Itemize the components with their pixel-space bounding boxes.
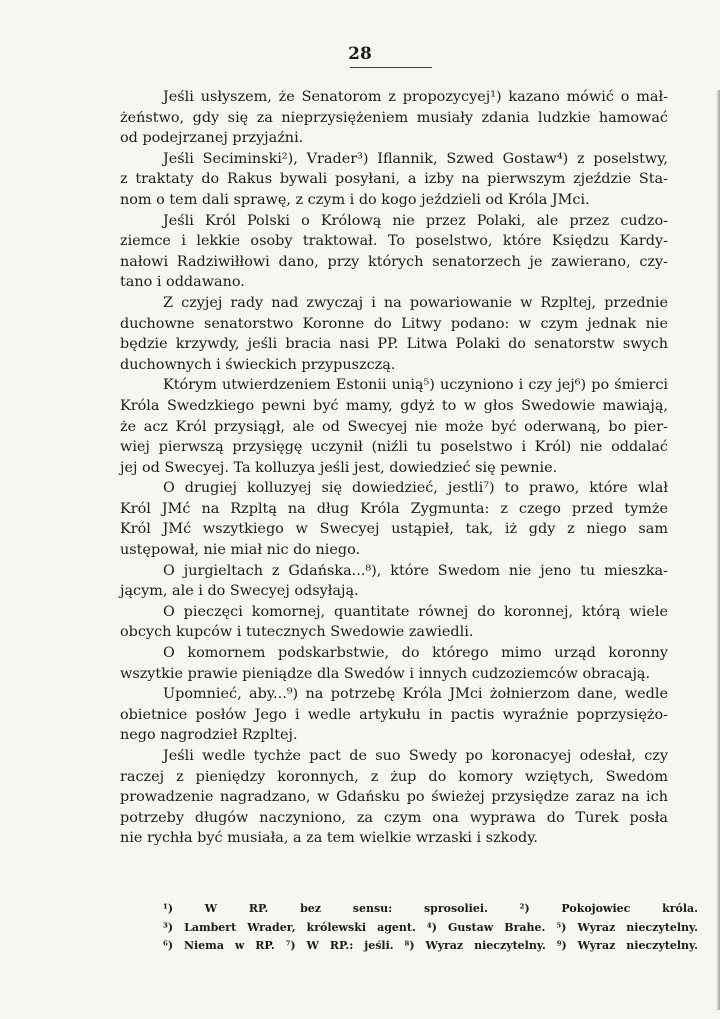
text-line: O jurgieltach z Gdańska...⁸), które Swedom nie jeno tu mieszka- (163, 562, 668, 579)
text-line: że acz Król przysiągł, ale od Swecyej nie może być oderwaną, bo pier- (120, 418, 668, 435)
text-line: od podejrzanej przyjaźni. (120, 130, 304, 147)
text-line: żeństwo, gdy się za nieprzysiężeniem musiały zdania ludzkie hamować (120, 109, 668, 126)
text-line: O pieczęci komornej, quantitate równej do koronnej, którą wiele (163, 603, 668, 620)
text-line: Króla Swedzkiego pewni być mamy, gdyż to w głos Swedowie mawiają, (120, 397, 668, 414)
text-line: Którym utwierdzeniem Estonii unią⁵) uczyniono i czy jej⁶) po śmierci (163, 377, 668, 394)
text-line: raczej z pieniędzy koronnych, z żup do komory wziętych, Swedom (120, 768, 668, 785)
footnotes (163, 900, 698, 956)
text-line: wszytkie prawie pieniądze dla Swedów i innych cudzoziemców obracają. (120, 665, 651, 682)
text-line: nom o tem dali sprawę, z czym i do kogo jeździeli od Króla JMci. (120, 191, 590, 208)
text-line: wiej pierwszą przysięgę uczynił (niźli tu poselstwo i Król) nie oddalać (120, 439, 668, 456)
text-line: Upomnieć, aby...⁹) na potrzebę Króla JMci żołnierzom dane, wedle (163, 686, 668, 703)
page-number-rule (350, 67, 432, 68)
text-line: duchownych i świeckich przypuszczą. (120, 356, 396, 373)
text-line: duchowne senatorstwo Koronne do Litwy podano: w czym jednak nie (120, 315, 668, 332)
text-line: O komornem podskarbstwie, do którego mimo urząd koronny (163, 645, 668, 662)
text-line: Król JMć wszytkiego w Swecyej ustąpieł, tak, iż gdy z niego sam (120, 521, 668, 538)
text-line: z traktaty do Rakus bywali posyłani, a izby na pierwszym zjeździe Sta- (120, 171, 668, 188)
scan-edge (716, 90, 720, 1010)
text-line: Jeśli Król Polski o Królową nie przez Polaki, ale przez cudzo- (163, 212, 668, 229)
footnote-line: ⁶) Niema w RP. ⁷) W RP.: jeśli. ⁸) Wyraz nieczytelny. ⁹) Wyraz nieczytelny. (163, 939, 698, 952)
page-number: 28 (348, 44, 372, 64)
text-line: Jeśli wedle tychże pact de suo Swedy po koronacyej odesłał, czy (163, 748, 668, 764)
text-line: jej od Swecyej. Ta kolluzya jeśli jest, dowiedzieć się pewnie. (120, 459, 558, 476)
text-line: Z czyjej rady nad zwyczaj i na powariowanie w Rzpltej, przednie (163, 294, 668, 311)
text-line: nego nagrodzieł Rzpltej. (120, 727, 298, 744)
footnote-line: ³) Lambert Wrader, królewski agent. ⁴) Gustaw Brahe. ⁵) Wyraz nieczytelny. (163, 920, 698, 934)
text-line: ziemce i lekkie osoby traktował. To poselstwo, które Księdzu Kardy- (120, 233, 668, 250)
text-line: Król JMć na Rzpltą na dług Króla Zygmunta: z czego przed tymże (120, 500, 668, 517)
text-line: jącym, ale i do Swecyej odsyłają. (120, 583, 359, 600)
text-line: O drugiej kolluzyej się dowiedzieć, jestli⁷) to prawo, które wlał (163, 480, 668, 497)
text-line: Jeśli Seciminski²), Vrader³) Iflannik, Szwed Gostaw⁴) z poselstwy, (163, 150, 668, 167)
text-line: obcych kupców i tutecznych Swedowie zawiedli. (120, 624, 474, 641)
text-line: potrzeby długów naczyniono, za czym ona wyprawa do Turek posła (120, 809, 668, 826)
text-line: będzie krzywdy, jeśli bracia nasi PP. Litwa Polaki do senatorstw swych (120, 336, 668, 353)
text-line: tano i oddawano. (120, 274, 245, 291)
text-line: obietnice posłów Jego i wedle artykułu in pactis wyraźnie poprzysiężo- (120, 706, 668, 723)
body-text (120, 87, 668, 849)
footnote-line: ¹) W RP. bez sensu: sprosoliei. ²) Pokojowiec króla. (163, 902, 698, 915)
text-line: ustępował, nie miał nic do niego. (120, 542, 361, 559)
text-line: nałowi Radziwiłłowi dano, przy których senatorzech je zawierano, czy- (120, 253, 668, 270)
text-line: nie rychła być musiała, a za tem wielkie wrzaski i szkody. (120, 830, 539, 847)
text-line: prowadzenie nagradzano, w Gdańsku po świeżej przysiędze zaraz na ich (120, 789, 668, 806)
text-line: Jeśli usłyszem, że Senatorom z propozycyej¹) kazano mówić o mał- (163, 89, 668, 105)
